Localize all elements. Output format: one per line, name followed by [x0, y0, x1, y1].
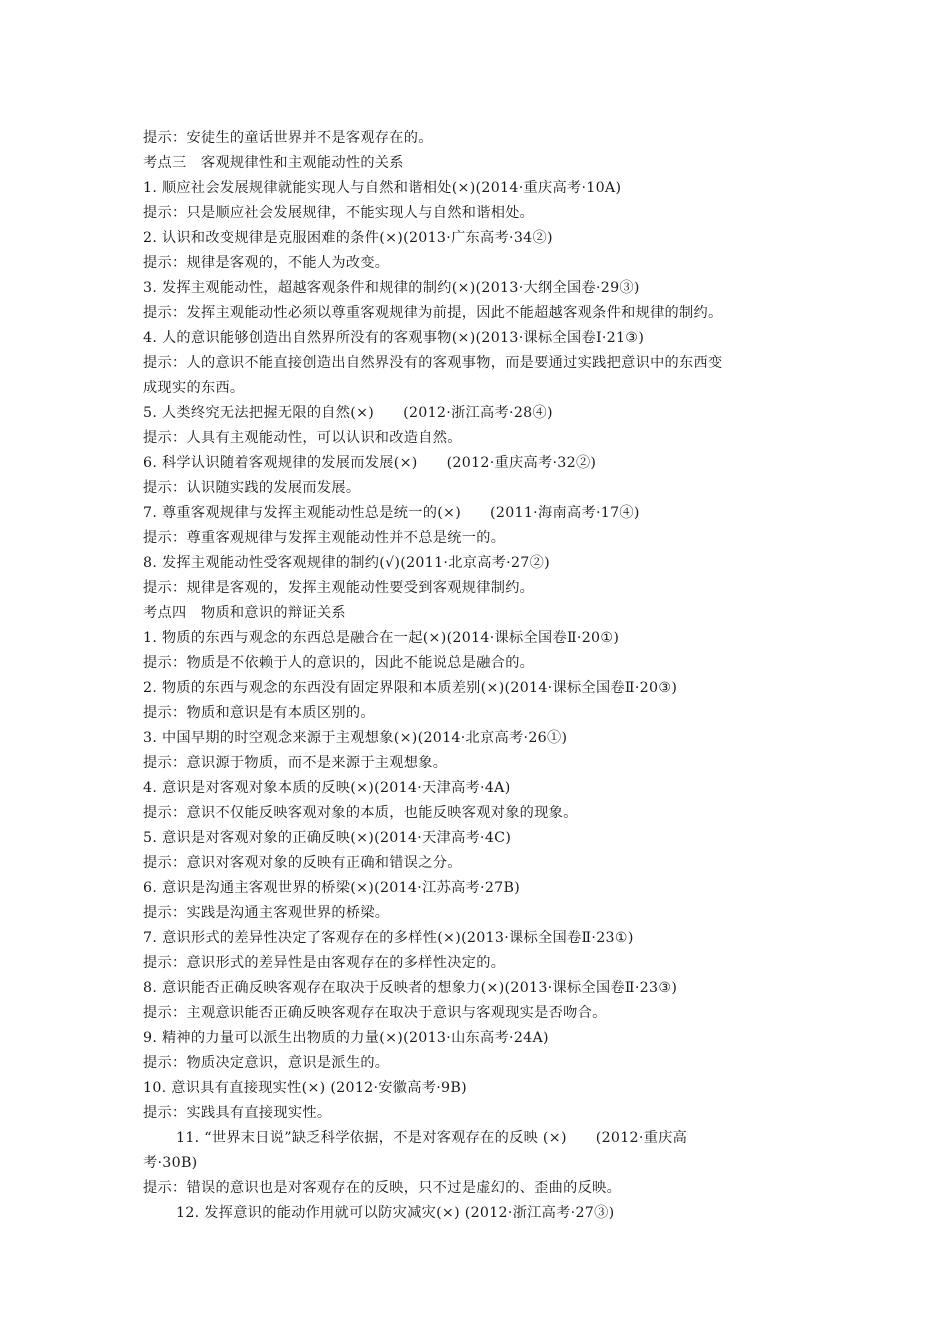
hint-line: 提示：物质和意识是有本质区别的。	[143, 705, 375, 721]
question-item: 11. “世界末日说”缺乏科学依据，不是对客观存在的反映 (×) (2012·重庆高	[176, 1130, 688, 1146]
question-item: 5. 人类终究无法把握无限的自然(×) (2012·浙江高考·28④)	[143, 405, 553, 421]
hint-line: 提示：意识形式的差异性是由客观存在的多样性决定的。	[143, 955, 506, 971]
question-item: 8. 意识能否正确反映客观存在取决于反映者的想象力(×)(2013·课标全国卷Ⅱ·23③)	[143, 980, 678, 996]
question-item: 6. 意识是沟通主客观世界的桥梁(×)(2014·江苏高考·27B)	[143, 880, 521, 896]
document-body	[143, 126, 823, 1226]
section-heading: 考点四 物质和意识的辩证关系	[143, 605, 346, 621]
question-item: 12. 发挥意识的能动作用就可以防灾减灾(×) (2012·浙江高考·27③)	[176, 1205, 615, 1221]
hint-line: 提示：意识源于物质，而不是来源于主观想象。	[143, 755, 448, 771]
section-heading: 考点三 客观规律性和主观能动性的关系	[143, 155, 404, 171]
question-item-continued: 考·30B)	[143, 1155, 198, 1171]
question-item: 2. 认识和改变规律是克服困难的条件(×)(2013·广东高考·34②)	[143, 230, 553, 246]
hint-line: 提示：意识不仅能反映客观对象的本质，也能反映客观对象的现象。	[143, 805, 578, 821]
hint-line: 提示：安徒生的童话世界并不是客观存在的。	[143, 130, 433, 146]
question-item: 8. 发挥主观能动性受客观规律的制约(√)(2011·北京高考·27②)	[143, 555, 550, 571]
hint-line: 提示：物质是不依赖于人的意识的，因此不能说总是融合的。	[143, 655, 535, 671]
hint-line: 提示：实践具有直接现实性。	[143, 1105, 332, 1121]
hint-line: 提示：发挥主观能动性必须以尊重客观规律为前提，因此不能超越客观条件和规律的制约。	[143, 305, 723, 321]
question-item: 3. 发挥主观能动性，超越客观条件和规律的制约(×)(2013·大纲全国卷·29③)	[143, 280, 640, 296]
question-item: 6. 科学认识随着客观规律的发展而发展(×) (2012·重庆高考·32②)	[143, 455, 597, 471]
hint-line: 提示：物质决定意识，意识是派生的。	[143, 1055, 390, 1071]
hint-line: 提示：人的意识不能直接创造出自然界没有的客观事物，而是要通过实践把意识中的东西变	[143, 355, 723, 371]
question-item: 1. 物质的东西与观念的东西总是融合在一起(×)(2014·课标全国卷Ⅱ·20①)	[143, 630, 620, 646]
question-item: 2. 物质的东西与观念的东西没有固定界限和本质差别(×)(2014·课标全国卷Ⅱ·20③)	[143, 680, 678, 696]
hint-line: 提示：尊重客观规律与发挥主观能动性并不总是统一的。	[143, 530, 506, 546]
question-item: 10. 意识具有直接现实性(×) (2012·安徽高考·9B)	[143, 1080, 467, 1096]
question-item: 4. 意识是对客观对象本质的反映(×)(2014·天津高考·4A)	[143, 780, 511, 796]
question-item: 1. 顺应社会发展规律就能实现人与自然和谐相处(×)(2014·重庆高考·10A)	[143, 180, 622, 196]
question-item: 3. 中国早期的时空观念来源于主观想象(×)(2014·北京高考·26①)	[143, 730, 568, 746]
question-item: 7. 意识形式的差异性决定了客观存在的多样性(×)(2013·课标全国卷Ⅱ·23①)	[143, 930, 634, 946]
hint-line: 提示：意识对客观对象的反映有正确和错误之分。	[143, 855, 462, 871]
hint-line: 提示：错误的意识也是对客观存在的反映，只不过是虚幻的、歪曲的反映。	[143, 1180, 622, 1196]
question-item: 5. 意识是对客观对象的正确反映(×)(2014·天津高考·4C)	[143, 830, 512, 846]
hint-line: 提示：认识随实践的发展而发展。	[143, 480, 361, 496]
hint-line: 提示：人具有主观能动性，可以认识和改造自然。	[143, 430, 462, 446]
hint-line: 提示：实践是沟通主客观世界的桥梁。	[143, 905, 390, 921]
hint-line: 提示：主观意识能否正确反映客观存在取决于意识与客观现实是否吻合。	[143, 1005, 607, 1021]
question-item: 9. 精神的力量可以派生出物质的力量(×)(2013·山东高考·24A)	[143, 1030, 549, 1046]
hint-line: 提示：规律是客观的，不能人为改变。	[143, 255, 390, 271]
hint-line: 提示：规律是客观的，发挥主观能动性要受到客观规律制约。	[143, 580, 535, 596]
hint-line: 提示：只是顺应社会发展规律，不能实现人与自然和谐相处。	[143, 205, 535, 221]
question-item: 4. 人的意识能够创造出自然界所没有的客观事物(×)(2013·课标全国卷Ⅰ·21③)	[143, 330, 645, 346]
hint-line-continued: 成现实的东西。	[143, 380, 245, 396]
question-item: 7. 尊重客观规律与发挥主观能动性总是统一的(×) (2011·海南高考·17④)	[143, 505, 640, 521]
